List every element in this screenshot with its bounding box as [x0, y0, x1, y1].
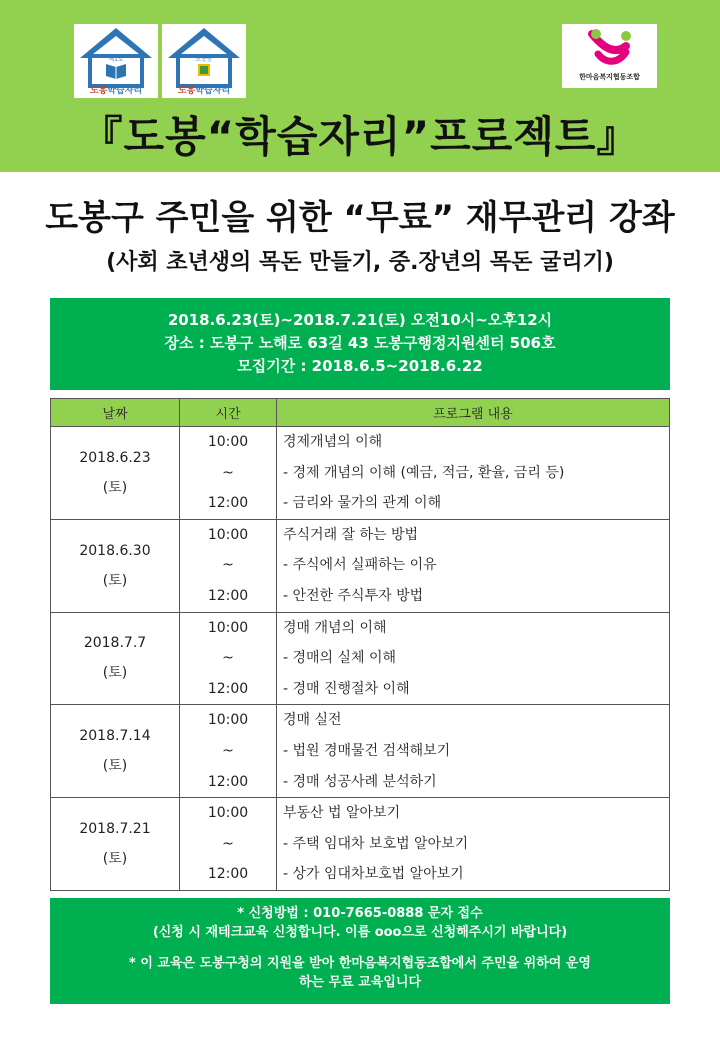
schedule-table — [50, 398, 670, 891]
session-tilde: ~ — [222, 464, 234, 481]
session-date-cell — [51, 612, 180, 705]
session-end: 12:00 — [207, 587, 249, 604]
session-date-cell — [51, 427, 180, 520]
session-date: 2018.6.23 — [79, 449, 151, 466]
coop-name: 한마음복지협동조합 — [579, 73, 640, 81]
heart-icon — [562, 24, 657, 72]
session-start: 10:00 — [207, 526, 249, 543]
course-period: 2018.6.23(토)~2018.7.21(토) 오전10시~오후12시 — [167, 311, 553, 329]
session-end: 12:00 — [207, 773, 249, 790]
table-row — [51, 798, 670, 891]
headline: 도봉구 주민을 위한 “무료” 재무관리 강좌 — [45, 198, 675, 238]
session-tilde: ~ — [222, 557, 234, 574]
session-program-cell — [277, 612, 670, 705]
program-item: - 주식에서 실패하는 이유 — [283, 557, 437, 574]
session-end: 12:00 — [207, 495, 249, 512]
session-program-cell — [277, 427, 670, 520]
program-item: - 경매 진행절차 이해 — [283, 680, 410, 697]
course-info-box — [50, 298, 670, 390]
subheadline: (사회 초년생의 목돈 만들기, 중.장년의 목돈 굴리기) — [106, 250, 614, 275]
header-time: 시간 — [180, 399, 277, 427]
session-date: 2018.7.7 — [83, 635, 147, 652]
session-program-cell — [277, 519, 670, 612]
session-end: 12:00 — [207, 866, 249, 883]
session-tilde: ~ — [222, 742, 234, 759]
session-start: 10:00 — [207, 805, 249, 822]
project-title: 『도봉“학습자리”프로젝트』 — [80, 112, 640, 161]
header-date: 날짜 — [51, 399, 180, 427]
session-time-cell — [180, 427, 277, 520]
program-item: - 상가 임대차보호법 알아보기 — [283, 866, 464, 883]
program-title: 경매 실전 — [283, 712, 342, 729]
session-date: 2018.6.30 — [79, 542, 151, 559]
program-title: 경제개념의 이해 — [283, 434, 383, 450]
session-tilde: ~ — [222, 835, 234, 852]
program-item: - 주택 임대차 보호법 알아보기 — [283, 835, 469, 852]
session-date: 2018.7.21 — [79, 821, 151, 838]
program-item: - 안전한 주식투자 방법 — [283, 587, 424, 604]
session-end: 12:00 — [207, 680, 249, 697]
apply-note: (신청 시 재테크교육 신청합니다. 이름 ooo으로 신청해주시기 바랍니다) — [152, 925, 568, 940]
session-date: 2018.7.14 — [79, 728, 151, 745]
header-program: 프로그램 내용 — [277, 399, 670, 427]
support-note-cont: 하는 무료 교육입니다 — [298, 975, 422, 990]
logo-label: 도봉학습자리 — [177, 86, 231, 96]
apply-method: * 신청방법 : 010-7665-0888 문자 접수 — [237, 906, 483, 921]
support-note: * 이 교육은 도봉구청의 지원을 받아 한마음복지협동조합에서 주민을 위하여 운영 — [129, 956, 591, 971]
program-item: - 경제 개념의 이해 (예금, 적금, 환율, 금리 등) — [283, 464, 565, 481]
session-day: (토) — [102, 479, 128, 496]
table-row — [51, 519, 670, 612]
program-item: - 법원 경매물건 검색해보기 — [283, 742, 451, 759]
program-title: 부동산 법 알아보기 — [283, 805, 401, 822]
table-row — [51, 705, 670, 798]
session-time-cell — [180, 612, 277, 705]
program-item: - 경매 성공사례 분석하기 — [283, 773, 437, 790]
program-item: - 금리와 물가의 관계 이해 — [283, 495, 442, 512]
session-tilde: ~ — [222, 650, 234, 667]
coop-logo — [562, 24, 657, 88]
logo-label: 도봉학습자리 — [89, 86, 143, 96]
application-info-box — [50, 898, 670, 1004]
table-row — [51, 427, 670, 520]
course-place: 장소 : 도봉구 노해로 63길 43 도봉구행정지원센터 506호 — [164, 334, 556, 352]
session-date-cell — [51, 798, 180, 891]
session-day: (토) — [102, 665, 128, 682]
table-header-row — [51, 399, 670, 427]
program-item: - 경매의 실체 이해 — [283, 650, 397, 667]
logo-number: 제1호 — [108, 56, 124, 63]
learning-place-logo-1 — [74, 24, 158, 98]
session-start: 10:00 — [207, 434, 249, 450]
session-day: (토) — [102, 851, 128, 868]
session-start: 10:00 — [207, 619, 249, 636]
logo-number: 도봉동 — [195, 56, 213, 63]
session-start: 10:00 — [207, 712, 249, 729]
session-program-cell — [277, 705, 670, 798]
session-day: (토) — [102, 572, 128, 589]
program-title: 주식거래 잘 하는 방법 — [283, 526, 419, 543]
session-time-cell — [180, 705, 277, 798]
session-day: (토) — [102, 758, 128, 775]
program-title: 경매 개념의 이해 — [283, 619, 387, 636]
recruit-period: 모집기간 : 2018.6.5~2018.6.22 — [237, 357, 483, 375]
table-row — [51, 612, 670, 705]
session-time-cell — [180, 519, 277, 612]
session-program-cell — [277, 798, 670, 891]
session-date-cell — [51, 705, 180, 798]
session-time-cell — [180, 798, 277, 891]
session-date-cell — [51, 519, 180, 612]
learning-place-logo-2 — [162, 24, 246, 98]
